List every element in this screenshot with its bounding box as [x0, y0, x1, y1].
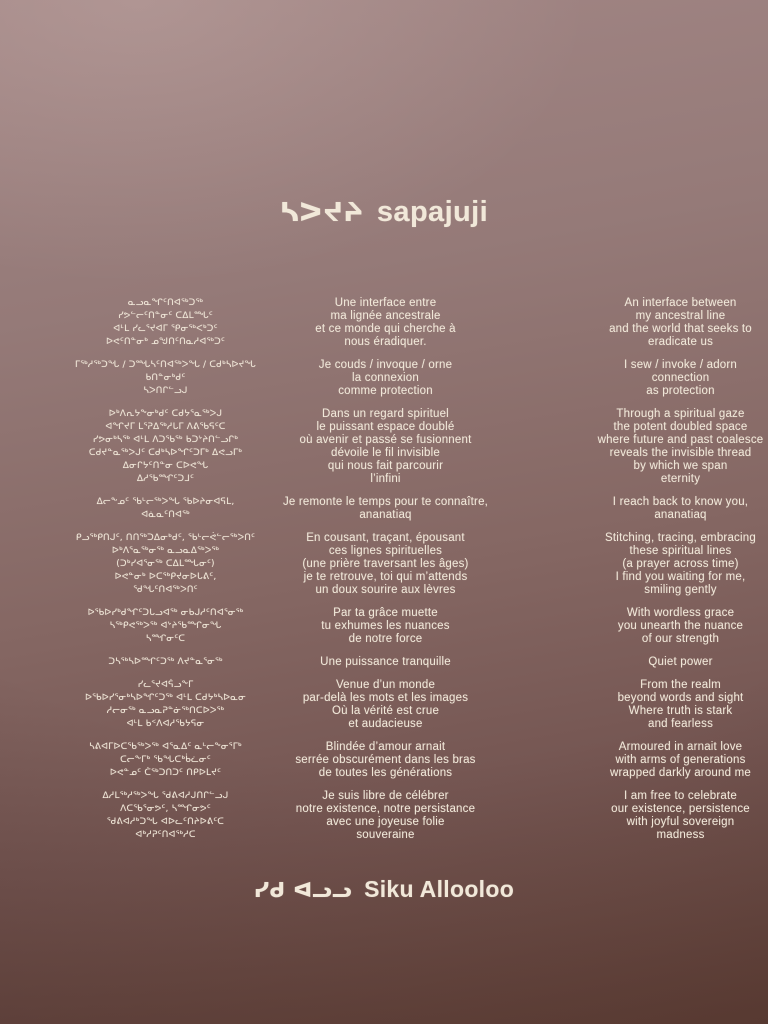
poem-line: ananatiaq: [654, 509, 707, 521]
poem-line: ᑭᓗᖅᑭᑎᒍᑦ, ᑎᑎᖅᑐᐃᓂᒃᑯᑦ, ᖃᒡᓕᕚᓪᓕᖅᐳᑎᑦ: [75, 533, 256, 543]
poem-line: I reach back to know you,: [612, 496, 749, 508]
poem-line: En cousant, traçant, épousant: [306, 532, 465, 544]
poem-line: ᓯᕗᓪᓕᑦᑎᓐᓂᑦ ᑕᐃᒪᙵᑦ: [118, 311, 213, 321]
poem-line: ᐊᖏᔪᒥ ᒪᕐᕈᐃᖅᓱᒐᒥ ᐱᕕᖃᕋᑦᑕ: [105, 422, 226, 432]
poem-line: l’infini: [370, 473, 401, 485]
poem-line: ᑐᓴᖅᓴᐅᙱᑦᑐᖅ ᐱᔪᓐᓇᕐᓂᖅ: [108, 657, 223, 667]
poem-line: Where truth is stark: [628, 705, 733, 717]
stanza: [573, 532, 768, 597]
poem-line: ᐱᑕᖃᕐᓂᕗᑦ, ᓴᙱᓂᕗᑦ: [120, 804, 211, 814]
poem-line: An interface between: [624, 297, 737, 309]
poem-line: ᓱᓕᓂᖅ ᓇᓗᓇᕈᓐᓃᖅᑎᑕᐅᐳᖅ: [106, 706, 225, 716]
poem-line: of our strength: [641, 633, 720, 645]
stanza: [278, 496, 493, 522]
poem-line: et ce monde qui cherche à: [315, 323, 456, 335]
poem-column-english: [573, 297, 768, 852]
stanza: [278, 607, 493, 646]
poem-line: ᓴᕕᐊᒥᐅᑕᖃᖅᐳᖅ ᐊᕐᓇᐃᑦ ᓇᒡᓕᖕᓂᕐᒥᒃ: [89, 742, 242, 752]
poem-line: le puissant espace doublé: [316, 421, 455, 433]
stanza: [278, 656, 493, 669]
poem-line: par-delà les mots et les images: [302, 692, 469, 704]
poem-line: comme protection: [338, 385, 433, 397]
poem-line: ᓴᐳᑎᒋᓪᓗᒍ: [143, 386, 188, 396]
poem-line: dévoile le fil invisible: [331, 447, 440, 459]
poem-line: nous éradiquer.: [344, 336, 427, 348]
poem-line: ᐊᒻᒪ ᑲᑉᐱᐊᓱᖃᔭᕋᓂ: [126, 719, 205, 729]
artwork-title: [0, 196, 768, 229]
stanza: [278, 790, 493, 842]
poem-line: and the world that seeks to: [609, 323, 752, 335]
poem-line: Armoured in arnait love: [618, 741, 743, 753]
poem-line: ᒥᖅᓱᖅᑐᖓ / ᑐᙵᓴᑦᑎᐊᖅᐳᖓ / ᑕᑯᒃᓴᐅᔪᖓ: [75, 360, 256, 370]
stanza: [8, 656, 323, 669]
stanza: [8, 496, 323, 522]
poem-line: Je remonte le temps pour te connaître,: [282, 496, 489, 508]
stanza: [573, 359, 768, 398]
poem-line: ᖁᕕᐊᓱᒃᑐᖓ ᐊᐅᓚᑦᑎᔨᐅᕕᑦᑕ: [106, 817, 225, 827]
poem-line: ᓴᙱᓂᑦᑕ: [145, 634, 186, 644]
stanza: [278, 741, 493, 780]
poem-line: the potent doubled space: [613, 421, 748, 433]
poem-line: la connexion: [352, 372, 419, 384]
poem-line: ᐅᒃᐱᕐᓇᖅᓂᖅ ᓇᓗᓇᐃᖅᐳᖅ: [111, 546, 220, 556]
poem-line: as protection: [646, 385, 715, 397]
poem-line: ᐅᖃᐅᓯᕐᓂᒃᓴᐅᖏᑦᑐᖅ ᐊᒻᒪ ᑕᑯᔭᒃᓴᐅᓇᓂ: [85, 693, 246, 703]
poem-line: reveals the invisible thread: [609, 447, 752, 459]
poem-line: ᑕᑯᔪᓐᓇᖅᐳᒍᑦ ᑕᑯᒃᓴᐅᖏᑦᑐᒥᒃ ᐃᕙᓗᒥᒃ: [88, 448, 243, 458]
stanza: [278, 532, 493, 597]
poem-line: (une prière traversant les âges): [302, 558, 469, 570]
stanza: [8, 359, 323, 398]
stanza: [8, 741, 323, 780]
poem-line: avec une joyeuse folie: [326, 816, 445, 828]
poem-line: Je couds / invoque / orne: [318, 359, 453, 371]
poem-line: Où la vérité est crue: [331, 705, 440, 717]
poem-line: Une puissance tranquille: [320, 656, 451, 668]
poem-line: Une interface entre: [334, 297, 437, 309]
poem-line: madness: [656, 829, 705, 841]
poem-line: and fearless: [647, 718, 714, 730]
poem-line: I am free to celebrate: [623, 790, 738, 802]
poem-line: these spiritual lines: [629, 545, 732, 557]
poem-line: Through a spiritual gaze: [616, 408, 745, 420]
poem-line: ces lignes spirituelles: [328, 545, 443, 557]
stanza: [8, 297, 323, 349]
stanza: [573, 656, 768, 669]
poem-line: with joyful sovereign: [626, 816, 735, 828]
stanza: [573, 790, 768, 842]
stanza: [573, 297, 768, 349]
poem-line: je te retrouve, toi qui m’attends: [303, 571, 468, 583]
poem-line: ᓯᕗᓂᒃᓴᖅ ᐊᒻᒪ ᐱᑐᖃᖅ ᑲᑐᔾᔨᑎᓪᓗᒋᒃ: [92, 435, 239, 445]
poem-line: notre existence, notre persistance: [295, 803, 476, 815]
poem-line: with arms of generations: [615, 754, 746, 766]
artist-name-syllabics: ᓯᑯ ᐊᓗᓗ: [253, 878, 353, 902]
poem-line: ᓇᓗᓇᖏᑦᑎᐊᖅᑐᖅ: [127, 298, 204, 308]
poem-line: souveraine: [356, 829, 415, 841]
stanza: [573, 679, 768, 731]
poem-line: (a prayer across time): [622, 558, 739, 570]
stanza: [278, 297, 493, 349]
poem-line: ᐃᓱᒪᖅᓱᖅᐳᖓ ᖁᕕᐊᓱᒍᑎᒋᓪᓗᒍ: [102, 791, 229, 801]
poem-line: ᐃᓂᒋᔭᑦᑎᓐᓂ ᑕᐅᕙᖓ: [122, 461, 209, 471]
poem-line: Dans un regard spirituel: [322, 408, 449, 420]
poem-line: From the realm: [640, 679, 721, 691]
poem-line: ᐅᖃᐅᓯᒃᑯᖏᑦᑐᒐᓗᐊᖅ ᓂᑲᒍᓱᑦᑎᐊᕐᓂᖅ: [87, 608, 244, 618]
poem-line: ᐅᕙᑦᑎᓐᓂᒃ ᓄᖑᑎᑦᑎᓇᓱᐊᖅᑐᑦ: [105, 337, 226, 347]
poem-line: Je suis libre de célébrer: [322, 790, 449, 802]
stanza: [573, 741, 768, 780]
artwork-title-syllabics: ᓴᐳᔪᔨ: [279, 198, 364, 228]
poem-line: ᖁᖓᑦᑎᐊᖅᐳᑎᑦ: [133, 585, 198, 595]
poem-line: I find you waiting for me,: [615, 571, 746, 583]
poem-line: wrapped darkly around me: [610, 767, 751, 779]
poem-line: Venue d’un monde: [335, 679, 436, 691]
stanza: [8, 679, 323, 731]
poem-line: Stitching, tracing, embracing: [605, 532, 756, 544]
poem-line: by which we span: [633, 460, 728, 472]
poem-line: eradicate us: [647, 336, 714, 348]
stanza: [278, 408, 493, 486]
poem-line: un doux sourire aux lèvres: [315, 584, 456, 596]
poem-line: ᐊᒃᓱᕈᑦᑎᐊᖅᓱᑕ: [135, 830, 196, 840]
poem-line: ananatiaq: [359, 509, 412, 521]
poem-line: ᐅᒃᐱᕆᔭᖕᓂᒃᑯᑦ ᑕᑯᔭᕐᓇᖅᐳᒍ: [108, 409, 223, 419]
poem-line: where future and past coalesce: [597, 434, 764, 446]
poem-line: ᐊᓈᓇᑦᑎᐊᖅ: [141, 510, 190, 520]
poem-line: (ᑐᒃᓯᐊᕐᓂᖅ ᑕᐃᒪᙵᓂᑦ): [116, 559, 215, 569]
poem-line: ma lignée ancestrale: [330, 310, 441, 322]
stanza: [8, 532, 323, 597]
stanza: [8, 408, 323, 486]
artist-name: [0, 876, 768, 903]
poem-line: où avenir et passé se fusionnent: [299, 434, 472, 446]
stanza: [8, 790, 323, 842]
poem-line: ᓴᖅᑭᕙᖅᐳᖅ ᐊᔾᔨᖃᙱᓂᖓ: [109, 621, 222, 631]
poem-line: With wordless grace: [626, 607, 735, 619]
stanza: [278, 679, 493, 731]
poem-line: ᑕᓕᖕᒥᒃ ᖃᖓᑕᒃᑳᓛᓂᑦ: [120, 755, 211, 765]
poem-line: ᐃᓕᖕᓄᑦ ᖃᒡᓕᖅᐳᖓ ᖃᐅᔨᓂᐊᕋᒪ,: [96, 497, 235, 507]
poem-line: tu exhumes les nuances: [321, 620, 450, 632]
poem-line: Blindée d’amour arnait: [325, 741, 446, 753]
poem-line: I sew / invoke / adorn: [623, 359, 738, 371]
poem-line: de notre force: [348, 633, 423, 645]
poem-line: ᐊᒻᒪ ᓯᓚᕐᔪᐊᒥ ᕿᓂᖅᐸᒃᑐᑦ: [113, 324, 218, 334]
poem-line: ᐅᕙᓐᓄᑦ ᑖᖅᑐᑎᑐᑦ ᑎᑭᐅᒪᔪᑦ: [109, 768, 222, 778]
poem-line: ᐃᓱᖃᙱᑦᑐᒧᑦ: [136, 474, 195, 484]
poem-line: connection: [651, 372, 710, 384]
stanza: [8, 607, 323, 646]
poem-line: Quiet power: [648, 656, 713, 668]
poem-line: ᐅᕙᓐᓂᒃ ᐅᑕᖅᑭᔪᓂᐅᒐᕕᑦ,: [114, 572, 217, 582]
artwork-title-latin: sapajuji: [376, 196, 489, 228]
poem-line: ᓯᓚᕐᔪᐊᕌᓗᖕᒥ: [137, 680, 194, 690]
stanza: [573, 607, 768, 646]
stanza: [573, 496, 768, 522]
poem-line: et audacieuse: [348, 718, 423, 730]
poem-line: you unearth the nuance: [617, 620, 744, 632]
poem-line: beyond words and sight: [617, 692, 744, 704]
stanza: [573, 408, 768, 486]
artist-name-latin: Siku Allooloo: [364, 876, 515, 902]
poem-line: our existence, persistence: [611, 803, 750, 815]
stanza: [278, 359, 493, 398]
poem-line: ᑲᑎᓐᓂᒃᑯᑦ: [145, 373, 186, 383]
poem-line: smiling gently: [644, 584, 717, 596]
poem-line: eternity: [660, 473, 701, 485]
poem-column-french: [278, 297, 493, 852]
poem-column-inuktitut: [8, 297, 323, 852]
poem-line: serrée obscurément dans les bras: [295, 754, 476, 766]
poem-line: Par ta grâce muette: [333, 607, 438, 619]
poem-line: qui nous fait parcourir: [327, 460, 444, 472]
poem-line: de toutes les générations: [318, 767, 453, 779]
poem-line: my ancestral line: [635, 310, 726, 322]
